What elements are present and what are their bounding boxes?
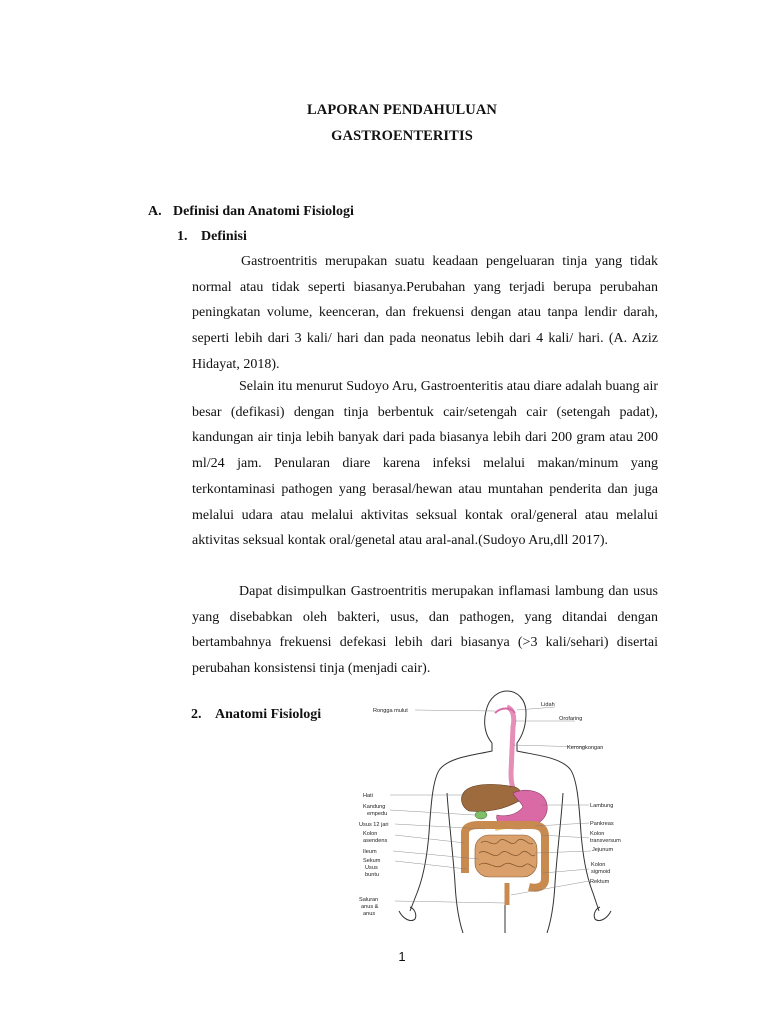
- label-hati: Hati: [363, 793, 373, 799]
- label-sigmoid: sigmoid: [591, 869, 611, 875]
- document-subtitle: GASTROENTERITIS: [331, 128, 473, 144]
- label-empedu: empedu: [367, 811, 388, 817]
- paragraph-1: [192, 249, 658, 378]
- section-number: A.: [148, 204, 162, 219]
- label-kolon-sigmoid: Kolon: [591, 862, 606, 868]
- section-heading-a: [148, 204, 354, 220]
- liver-shape: [462, 784, 522, 811]
- label-lambung: Lambung: [590, 803, 614, 809]
- label-orofaring: Orofaring: [559, 716, 583, 722]
- paragraph-2: [192, 374, 658, 554]
- subsection-heading-2: [191, 707, 321, 723]
- paragraph-3: [192, 579, 658, 682]
- label-kolon-right: Kolon: [590, 831, 605, 837]
- paragraph-text: Selain itu menurut Sudoyo Aru, Gastroenteritis atau diare adalah buang air besar (defikasi) dengan tinja berbentuk cair/setengah cair (setengah padat), kandungan air tinja lebih banyak dari pada biasanya lebih dari 200 gram atau 200 ml/24 jam. Penularan diare karena infeksi melalui makan/minum yang terkontaminasi pathogen yang berasal/hewan atau muntahan penderita dan juga melalui udara atau melalui aktivitas seksual kontak oral/general atau melalui aktivitas seksual kontak oral/genetal atau aral-anal.(Sudoyo Aru,dll 2017).: [192, 379, 658, 549]
- gallbladder-shape: [475, 811, 487, 819]
- document-title: LAPORAN PENDAHULUAN: [307, 102, 497, 118]
- subsection-number: 2.: [191, 707, 202, 722]
- label-usus-12-jari: Usus 12 jari: [359, 822, 389, 828]
- digestive-system-figure: [355, 683, 655, 933]
- label-kerongkongan: Kerongkongan: [567, 745, 604, 751]
- label-kolon-left: Kolon: [363, 831, 378, 837]
- label-anus-and: anus &: [361, 904, 379, 910]
- label-pankreas: Pankreas: [590, 821, 614, 827]
- label-rektum: Rektum: [590, 879, 610, 885]
- subsection-heading-1: [177, 229, 247, 245]
- label-lidah: Lidah: [541, 702, 555, 708]
- label-buntu: buntu: [365, 872, 379, 878]
- paragraph-text: Gastroentritis merupakan suatu keadaan pengeluaran tinja yang tidak normal atau tidak seperti biasanya.Perubahan yang terjadi berupa perubahan peningkatan volume, keenceran, dan frekuensi dengan atau tanpa lendir darah, seperti lebih dari 3 kali/ hari dan pada neonatus lebih dari 4 kali/ hari. (A. Aziz Hidayat, 2018).: [192, 254, 658, 372]
- page-number: 1: [398, 949, 406, 964]
- label-ileum: Ileum: [363, 849, 377, 855]
- section-label: Definisi dan Anatomi Fisiologi: [173, 204, 354, 219]
- label-saluran: Saluran: [359, 897, 379, 903]
- label-jejunum: Jejunum: [592, 847, 614, 853]
- label-usus: Usus: [365, 865, 378, 871]
- label-sekum: Sekum: [363, 858, 381, 864]
- label-kandung: Kandung: [363, 804, 386, 810]
- label-rongga-mulut: Rongga mulut: [373, 708, 408, 714]
- subsection-number: 1.: [177, 229, 188, 244]
- subsection-label: Anatomi Fisiologi: [215, 707, 322, 722]
- paragraph-text: Dapat disimpulkan Gastroentritis merupakan inflamasi lambung dan usus yang disebabkan oleh bakteri, usus, dan pathogen, yang ditandai dengan bertambahnya frekuensi defekasi lebih dari biasanya (>3 kali/sehari) disertai perubahan konsistensi tinja (menjadi cair).: [192, 584, 658, 677]
- label-asendens: asendens: [363, 838, 388, 844]
- label-transversum: transversum: [590, 838, 621, 844]
- label-anus: anus: [363, 911, 376, 917]
- subsection-label: Definisi: [201, 229, 247, 244]
- esophagus-shape: [507, 707, 517, 795]
